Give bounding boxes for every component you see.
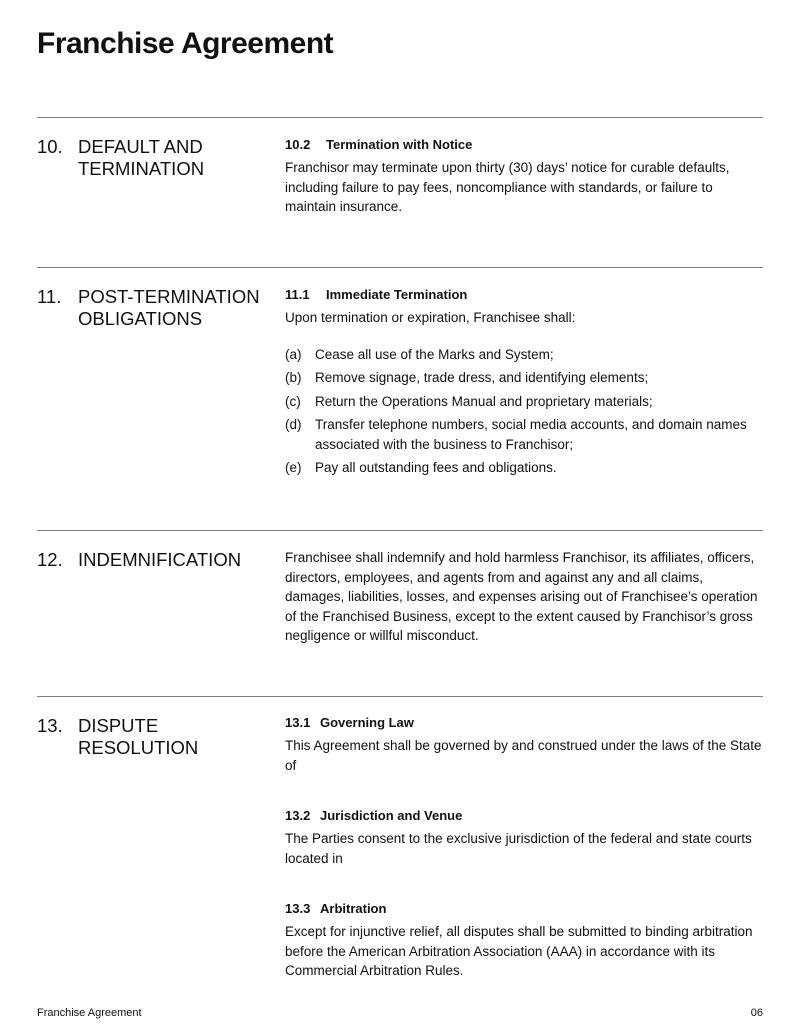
subsection-text: The Parties consent to the exclusive jurisdiction of the federal and state courts located in <box>285 831 752 866</box>
subsection-title: Governing Law <box>320 715 414 730</box>
list-marker: (a) <box>285 346 302 362</box>
subsection-heading <box>285 807 765 825</box>
subsection-number: 13.2 <box>285 808 311 823</box>
subsection-heading <box>285 714 765 732</box>
section-text: Franchisee shall indemnify and hold harmless Franchisor, its affiliates, officers, directors, employees, and agents from and against any and all claims, damages, liabilities, losses, and expenses arising out of Franchisee’s operation of the Franchised Business, except to the extent caused by Franchisor’s gross negligence or willful misconduct. <box>285 550 758 643</box>
document-title: Franchise Agreement <box>37 27 334 60</box>
section-content <box>285 548 765 646</box>
subsection-number: 13.3 <box>285 901 311 916</box>
list-item-text: Cease all use of the Marks and System; <box>315 346 554 362</box>
list-item <box>285 392 765 412</box>
section-title: DEFAULT AND TERMINATION <box>78 136 205 179</box>
subsection-title: Arbitration <box>320 901 387 916</box>
subsection-number: 13.1 <box>285 715 311 730</box>
list-item <box>285 458 765 478</box>
subsection-text: This Agreement shall be governed by and construed under the laws of the State of <box>285 738 762 773</box>
subsection-text: Except for injunctive relief, all disputes shall be submitted to binding arbitration before the American Arbitration Association (AAA) in accordance with its Commercial Arbitration Rules. <box>285 924 753 978</box>
section-title: POST-TERMINATION OBLIGATIONS <box>78 286 260 329</box>
list-item-text: Pay all outstanding fees and obligations. <box>315 460 557 475</box>
section-number: 10. <box>37 136 63 157</box>
subsection <box>285 714 765 775</box>
section-number: 11. <box>37 286 62 307</box>
list-marker: (b) <box>285 370 302 385</box>
list-item-text: Return the Operations Manual and proprietary materials; <box>315 393 653 409</box>
section-content <box>285 136 765 217</box>
list-marker: (e) <box>285 460 302 475</box>
list-item <box>285 345 765 365</box>
subsection-title: Termination with Notice <box>326 137 473 152</box>
subsection-text: Franchisor may terminate upon thirty (30) days’ notice for curable defaults, including failure to pay fees, noncompliance with standards, or failure to maintain insurance. <box>285 160 730 214</box>
footer-label: Franchise Agreement <box>37 1007 142 1019</box>
list-item-text: Transfer telephone numbers, social media accounts, and domain names associated with the business to Franchisor; <box>315 417 747 452</box>
section-title: DISPUTE RESOLUTION <box>78 715 199 758</box>
subsection <box>285 807 765 868</box>
section-number: 12. <box>37 549 63 570</box>
section-title: INDEMNIFICATION <box>78 549 242 570</box>
obligations-list <box>285 345 765 478</box>
page-number: 06 <box>750 1007 763 1019</box>
list-item-text: Remove signage, trade dress, and identifying elements; <box>315 370 649 385</box>
subsection <box>285 900 765 981</box>
subsection-title: Immediate Termination <box>326 287 468 302</box>
list-item <box>285 368 765 388</box>
subsection-title: Jurisdiction and Venue <box>320 808 463 823</box>
subsection-number: 10.2 <box>285 137 311 152</box>
list-item <box>285 415 765 454</box>
section-divider <box>37 117 763 118</box>
subsection-number: 11.1 <box>285 287 310 302</box>
section-divider <box>37 530 763 531</box>
list-marker: (d) <box>285 417 302 432</box>
list-marker: (c) <box>285 393 301 409</box>
subsection-heading <box>285 286 765 304</box>
subsection-heading <box>285 136 765 154</box>
section-number: 13. <box>37 715 63 736</box>
subsection-heading <box>285 900 765 918</box>
section-content <box>285 286 765 482</box>
section-divider <box>37 267 763 268</box>
subsection-text: Upon termination or expiration, Franchisee shall: <box>285 310 576 325</box>
section-divider <box>37 696 763 697</box>
